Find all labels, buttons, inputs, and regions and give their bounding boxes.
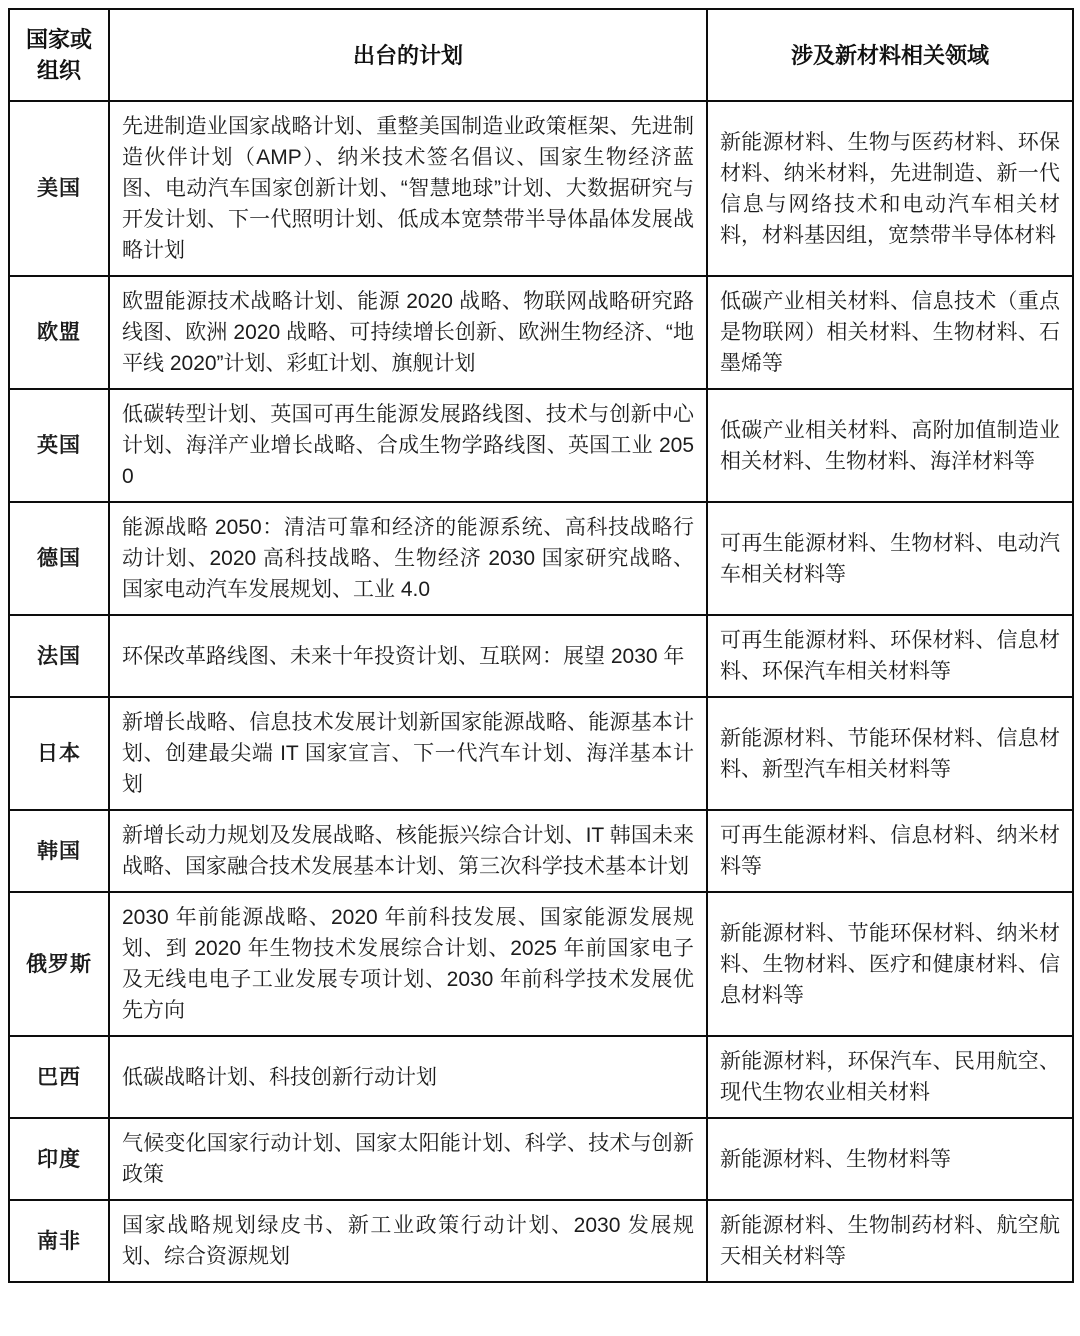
table-row bbox=[9, 1036, 1073, 1118]
cell-fields: 新能源材料，环保汽车、民用航空、现代生物农业相关材料 bbox=[707, 1036, 1073, 1118]
cell-country: 德国 bbox=[9, 502, 109, 615]
header-fields: 涉及新材料相关领域 bbox=[707, 9, 1073, 101]
table-row bbox=[9, 810, 1073, 892]
cell-plans: 低碳战略计划、科技创新行动计划 bbox=[109, 1036, 707, 1118]
cell-fields: 可再生能源材料、信息材料、纳米材料等 bbox=[707, 810, 1073, 892]
cell-country: 韩国 bbox=[9, 810, 109, 892]
cell-fields: 新能源材料、节能环保材料、信息材料、新型汽车相关材料等 bbox=[707, 697, 1073, 810]
cell-plans: 国家战略规划绿皮书、新工业政策行动计划、2030 发展规划、综合资源规划 bbox=[109, 1200, 707, 1282]
cell-fields: 新能源材料、生物材料等 bbox=[707, 1118, 1073, 1200]
cell-plans: 欧盟能源技术战略计划、能源 2020 战略、物联网战略研究路线图、欧洲 2020 战略、可持续增长创新、欧洲生物经济、“地平线 2020”计划、彩虹计划、旗舰计划 bbox=[109, 276, 707, 389]
cell-fields: 低碳产业相关材料、高附加值制造业相关材料、生物材料、海洋材料等 bbox=[707, 389, 1073, 502]
cell-plans: 2030 年前能源战略、2020 年前科技发展、国家能源发展规划、到 2020 年生物技术发展综合计划、2025 年前国家电子及无线电电子工业发展专项计划、2030 年前科学技术发展优先方向 bbox=[109, 892, 707, 1036]
cell-plans: 气候变化国家行动计划、国家太阳能计划、科学、技术与创新政策 bbox=[109, 1118, 707, 1200]
cell-country: 巴西 bbox=[9, 1036, 109, 1118]
cell-fields: 新能源材料、节能环保材料、纳米材料、生物材料、医疗和健康材料、信息材料等 bbox=[707, 892, 1073, 1036]
cell-country: 法国 bbox=[9, 615, 109, 697]
cell-country: 英国 bbox=[9, 389, 109, 502]
table-row bbox=[9, 502, 1073, 615]
table-row bbox=[9, 697, 1073, 810]
cell-country: 欧盟 bbox=[9, 276, 109, 389]
header-plans: 出台的计划 bbox=[109, 9, 707, 101]
table-row bbox=[9, 276, 1073, 389]
cell-country: 美国 bbox=[9, 101, 109, 276]
table-header bbox=[9, 9, 1073, 101]
cell-country: 印度 bbox=[9, 1118, 109, 1200]
cell-country: 南非 bbox=[9, 1200, 109, 1282]
table-row bbox=[9, 1118, 1073, 1200]
cell-plans: 新增长战略、信息技术发展计划新国家能源战略、能源基本计划、创建最尖端 IT 国家宣言、下一代汽车计划、海洋基本计划 bbox=[109, 697, 707, 810]
cell-plans: 先进制造业国家战略计划、重整美国制造业政策框架、先进制造伙伴计划（AMP）、纳米技术签名倡议、国家生物经济蓝图、电动汽车国家创新计划、“智慧地球”计划、大数据研究与开发计划、下一代照明计划、低成本宽禁带半导体晶体发展战略计划 bbox=[109, 101, 707, 276]
table-row bbox=[9, 615, 1073, 697]
cell-fields: 新能源材料、生物与医药材料、环保材料、纳米材料，先进制造、新一代信息与网络技术和电动汽车相关材料，材料基因组，宽禁带半导体材料 bbox=[707, 101, 1073, 276]
cell-fields: 可再生能源材料、生物材料、电动汽车相关材料等 bbox=[707, 502, 1073, 615]
table-row bbox=[9, 892, 1073, 1036]
cell-country: 俄罗斯 bbox=[9, 892, 109, 1036]
header-country: 国家或组织 bbox=[9, 9, 109, 101]
cell-plans: 能源战略 2050：清洁可靠和经济的能源系统、高科技战略行动计划、2020 高科技战略、生物经济 2030 国家研究战略、国家电动汽车发展规划、工业 4.0 bbox=[109, 502, 707, 615]
cell-plans: 新增长动力规划及发展战略、核能振兴综合计划、IT 韩国未来战略、国家融合技术发展基本计划、第三次科学技术基本计划 bbox=[109, 810, 707, 892]
policy-table bbox=[8, 8, 1074, 1283]
header-row bbox=[9, 9, 1073, 101]
cell-fields: 可再生能源材料、环保材料、信息材料、环保汽车相关材料等 bbox=[707, 615, 1073, 697]
cell-fields: 新能源材料、生物制药材料、航空航天相关材料等 bbox=[707, 1200, 1073, 1282]
cell-plans: 环保改革路线图、未来十年投资计划、互联网：展望 2030 年 bbox=[109, 615, 707, 697]
table-row bbox=[9, 389, 1073, 502]
table-body bbox=[9, 101, 1073, 1282]
cell-fields: 低碳产业相关材料、信息技术（重点是物联网）相关材料、生物材料、石墨烯等 bbox=[707, 276, 1073, 389]
table-row bbox=[9, 101, 1073, 276]
cell-country: 日本 bbox=[9, 697, 109, 810]
table-row bbox=[9, 1200, 1073, 1282]
cell-plans: 低碳转型计划、英国可再生能源发展路线图、技术与创新中心计划、海洋产业增长战略、合成生物学路线图、英国工业 2050 bbox=[109, 389, 707, 502]
